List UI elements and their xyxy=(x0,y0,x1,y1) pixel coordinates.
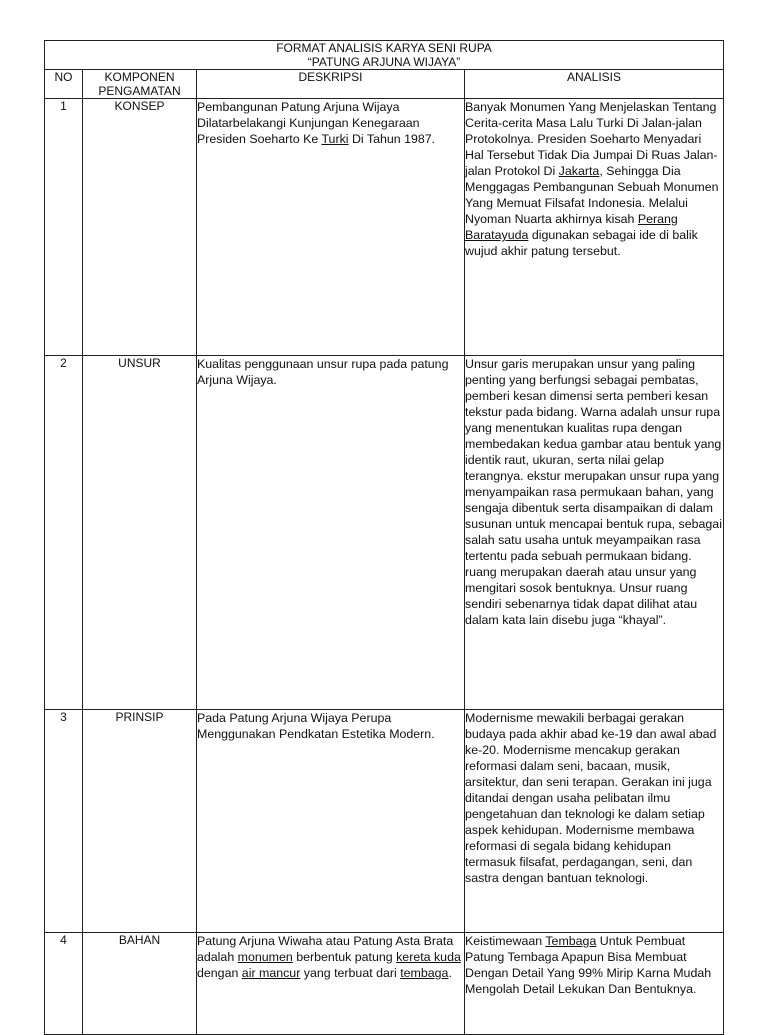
table-row xyxy=(45,99,724,356)
title-row xyxy=(45,41,724,70)
header-komponen-line-2: PENGAMATAN xyxy=(98,84,181,98)
text-run: Patung Arjuna Wiwaha atau Patung Asta Brata adalah xyxy=(197,934,454,964)
row-deskripsi xyxy=(197,99,465,356)
table-row xyxy=(45,933,724,1035)
header-no: NO xyxy=(45,70,83,99)
underlined-text: tembaga xyxy=(400,966,449,980)
row-komponen: KONSEP xyxy=(83,99,197,356)
row-analisis xyxy=(465,933,724,1035)
row-komponen: BAHAN xyxy=(83,933,197,1035)
row-komponen: PRINSIP xyxy=(83,710,197,933)
underlined-text: Tembaga xyxy=(545,934,597,948)
title-line-2: “PATUNG ARJUNA WIJAYA” xyxy=(307,55,461,69)
header-analisis: ANALISIS xyxy=(465,70,724,99)
text-run: Pada Patung Arjuna Wijaya Perupa Menggunakan Pendkatan Estetika Modern. xyxy=(197,711,435,741)
text-run: Unsur garis merupakan unsur yang paling penting yang berfungsi sebagai pembatas, pemberi kesan dimensi serta pemberi kesan tekstur pada bidang. Warna adalah unsur rupa yang menentukan kualitas rupa dengan membedakan kedua gambar atau bentuk yang identik raut, ukuran, serta nilai gelap terangnya. ekstur merupakan unsur rupa yang menyampaikan rasa permukaan bahan, yang sengaja dibentuk serta disampaikan di dalam susunan untuk mencapai bentuk rupa, sebagai salah satu usaha untuk meyampaikan rasa tertentu pada sebuah permukaan bidang. ruang merupakan daerah atau unsur yang mengitari sosok bentuknya. Unsur ruang sendiri sebenarnya tidak dapat dilihat atau dalam kata lain disebu juga “khayal”. xyxy=(465,357,722,627)
row-number: 1 xyxy=(45,99,83,356)
header-komponen-line-1: KOMPONEN xyxy=(104,70,175,84)
row-deskripsi xyxy=(197,933,465,1035)
row-number: 3 xyxy=(45,710,83,933)
underlined-text: Perang Baratayuda xyxy=(465,212,678,242)
underlined-text: Turki xyxy=(321,132,349,146)
header-komponen xyxy=(83,70,197,99)
row-komponen: UNSUR xyxy=(83,356,197,710)
text-run: Di Tahun 1987. xyxy=(348,132,436,146)
text-run: dengan xyxy=(197,966,242,980)
table-row xyxy=(45,710,724,933)
row-deskripsi xyxy=(197,710,465,933)
underlined-text: air mancur xyxy=(241,966,301,980)
text-run: berbentuk patung xyxy=(292,950,397,964)
text-run: Banyak Monumen Yang Menjelaskan Tentang Cerita-cerita Masa Lalu Turki Di Jalan-jalan Protokolnya. Presiden Soeharto Menyadari Hal Tersebut Tidak Dia Jumpai Di Ruas Jalan-jalan Protokol Di xyxy=(465,100,718,178)
header-deskripsi: DESKRIPSI xyxy=(197,70,465,99)
row-deskripsi xyxy=(197,356,465,710)
table-row xyxy=(45,356,724,710)
row-analisis xyxy=(465,356,724,710)
underlined-text: Jakarta xyxy=(558,164,600,178)
text-run: Keistimewaan xyxy=(465,934,546,948)
header-row xyxy=(45,70,724,99)
row-number: 4 xyxy=(45,933,83,1035)
text-run: , Sehingga Dia Menggagas Pembangunan Sebuah Monumen Yang Memuat Filsafat Indonesia. Melalui Nyoman Nuarta akhirnya kisah xyxy=(465,164,719,226)
row-analisis xyxy=(465,710,724,933)
text-run: digunakan sebagai ide di balik wujud akhir patung tersebut. xyxy=(465,228,698,258)
underlined-text: kereta kuda xyxy=(396,950,461,964)
text-run: Pembangunan Patung Arjuna Wijaya Dilatarbelakangi Kunjungan Kenegaraan Presiden Soeharto Ke xyxy=(197,100,420,146)
text-run: Untuk Pembuat Patung Tembaga Apapun Bisa Membuat Dengan Detail Yang 99% Mirip Karna Mudah Mengolah Detail Lekukan Dan Bentuknya. xyxy=(465,934,712,996)
text-run: Modernisme mewakili berbagai gerakan budaya pada akhir abad ke-19 dan awal abad ke-20. Modernisme mencakup gerakan reformasi dalam seni, bacaan, musik, arsitektur, dan seni terapan. Gerakan ini juga ditandai dengan usaha pelibatan ilmu pengetahuan dan teknologi ke dalam setiap aspek kehidupan. Modernisme membawa reformasi di segala bidang kehidupan termasuk filsafat, perdagangan, seni, dan sastra dengan bantuan teknologi. xyxy=(465,711,717,885)
title-line-1: FORMAT ANALISIS KARYA SENI RUPA xyxy=(276,41,492,55)
text-run: . xyxy=(448,966,452,980)
row-analisis xyxy=(465,99,724,356)
document-title xyxy=(45,41,724,70)
text-run: Kualitas penggunaan unsur rupa pada patung Arjuna Wijaya. xyxy=(197,357,449,387)
analysis-table xyxy=(44,40,724,1035)
text-run: yang terbuat dari xyxy=(300,966,401,980)
row-number: 2 xyxy=(45,356,83,710)
underlined-text: monumen xyxy=(237,950,293,964)
